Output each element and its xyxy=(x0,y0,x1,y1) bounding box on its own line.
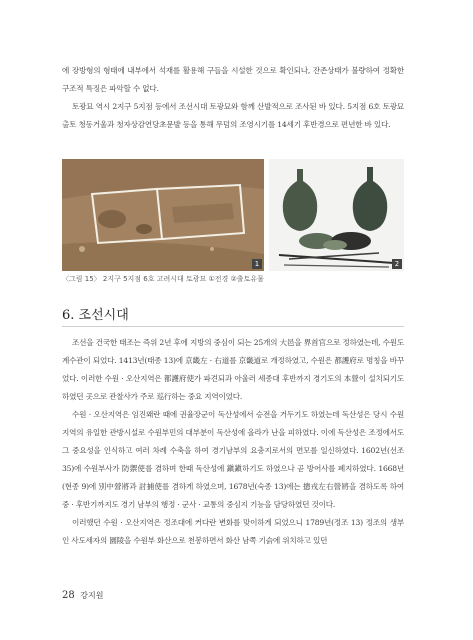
heading-divider xyxy=(62,326,404,327)
footer-section-name: 강지원 xyxy=(80,591,104,600)
figure xyxy=(62,159,404,271)
top-text-block xyxy=(62,62,404,134)
paragraph: 이러했던 수원 · 오산지역은 정조대에 커다란 변화를 맞이하게 되었으니 1789년(정조 13) 정조의 생부인 사도세자의 園陵을 수원부 화산으로 천봉하면서 화산 남쪽 기슭에 위치하고 있던 xyxy=(62,518,404,545)
figure-caption: 〈그림 15〉 2지구 5지점 6호 고려시대 토광묘 ①전경 ②출토유물 xyxy=(62,275,264,283)
paragraph: 에 장방형의 형태에 내부에서 석재를 활용해 구들을 시설한 것으로 확인되나, 잔존상태가 불량하여 정확한 구조적 특징은 파악할 수 없다. xyxy=(62,66,404,93)
page-footer xyxy=(62,590,103,601)
figure-panel-number: 1 xyxy=(252,259,262,269)
body-text-block xyxy=(62,334,404,550)
artifacts-photo xyxy=(269,159,404,271)
page-number: 28 xyxy=(62,590,75,601)
paragraph: 토광묘 역시 2지구 5지점 등에서 조선시대 토광묘와 함께 산발적으로 조사된 바 있다. 5지점 6호 토광묘 출토 청동거울과 청자상감연당초문발 등을 통해 무덤의 조영시기를 14세기 후반경으로 편년한 바 있다. xyxy=(62,102,404,129)
paragraph: 조선을 건국한 태조는 즉위 2년 후에 지방의 중심이 되는 25개의 大邑을 界首官으로 정하였는데, 수원도 계수관이 되었다. 1413년(태종 13)에 京畿左 · 右道를 京畿道로 개정하였고, 수원은 都護府로 명칭을 바꾸었다. 이러한 수원 · 오산지역은 都護府使가 파견되과 아울러 세종대 후반까지 경기도의 本營이 설치되기도 하였던 곳으로 관찰사가 주로 巡行하는 중요 지역이었다. xyxy=(62,338,404,401)
figure-panel-number: 2 xyxy=(392,259,402,269)
excavation-photo xyxy=(62,159,264,271)
paragraph: 수원 · 오산지역은 임진왜란 때에 권율장군이 독산성에서 승전을 거두기도 하였는데 독산성은 당시 수원지역의 유일한 관방시설로 수원부민의 대부분이 독산성에 올라가 난을 피하였다. 이에 독산성은 조정에서도 그 중요성을 인식하고 여러 차례 수축을 하여 경기남부의 요충지로서의 면모를 일신하였다. 1602년(선조 35)에 수원부사가 防禦使를 겸하며 한때 독산성에 鎭鎭하기도 하였으나 곧 방어사를 폐지하였다. 1668년(현종 9)에 別中營將과 討捕使를 겸하게 하였으며, 1678년(숙종 13)에는 摠戎左右營將을 겸하도록 하여 중 · 후반기까지도 경기 남부의 행정 · 군사 · 교통의 중심지 기능을 담당하였던 것이다. xyxy=(62,410,404,509)
section-heading: 6. 조선시대 xyxy=(62,308,129,323)
excavation-photo-drawing xyxy=(62,159,264,271)
artifacts-photo-drawing xyxy=(269,159,404,271)
